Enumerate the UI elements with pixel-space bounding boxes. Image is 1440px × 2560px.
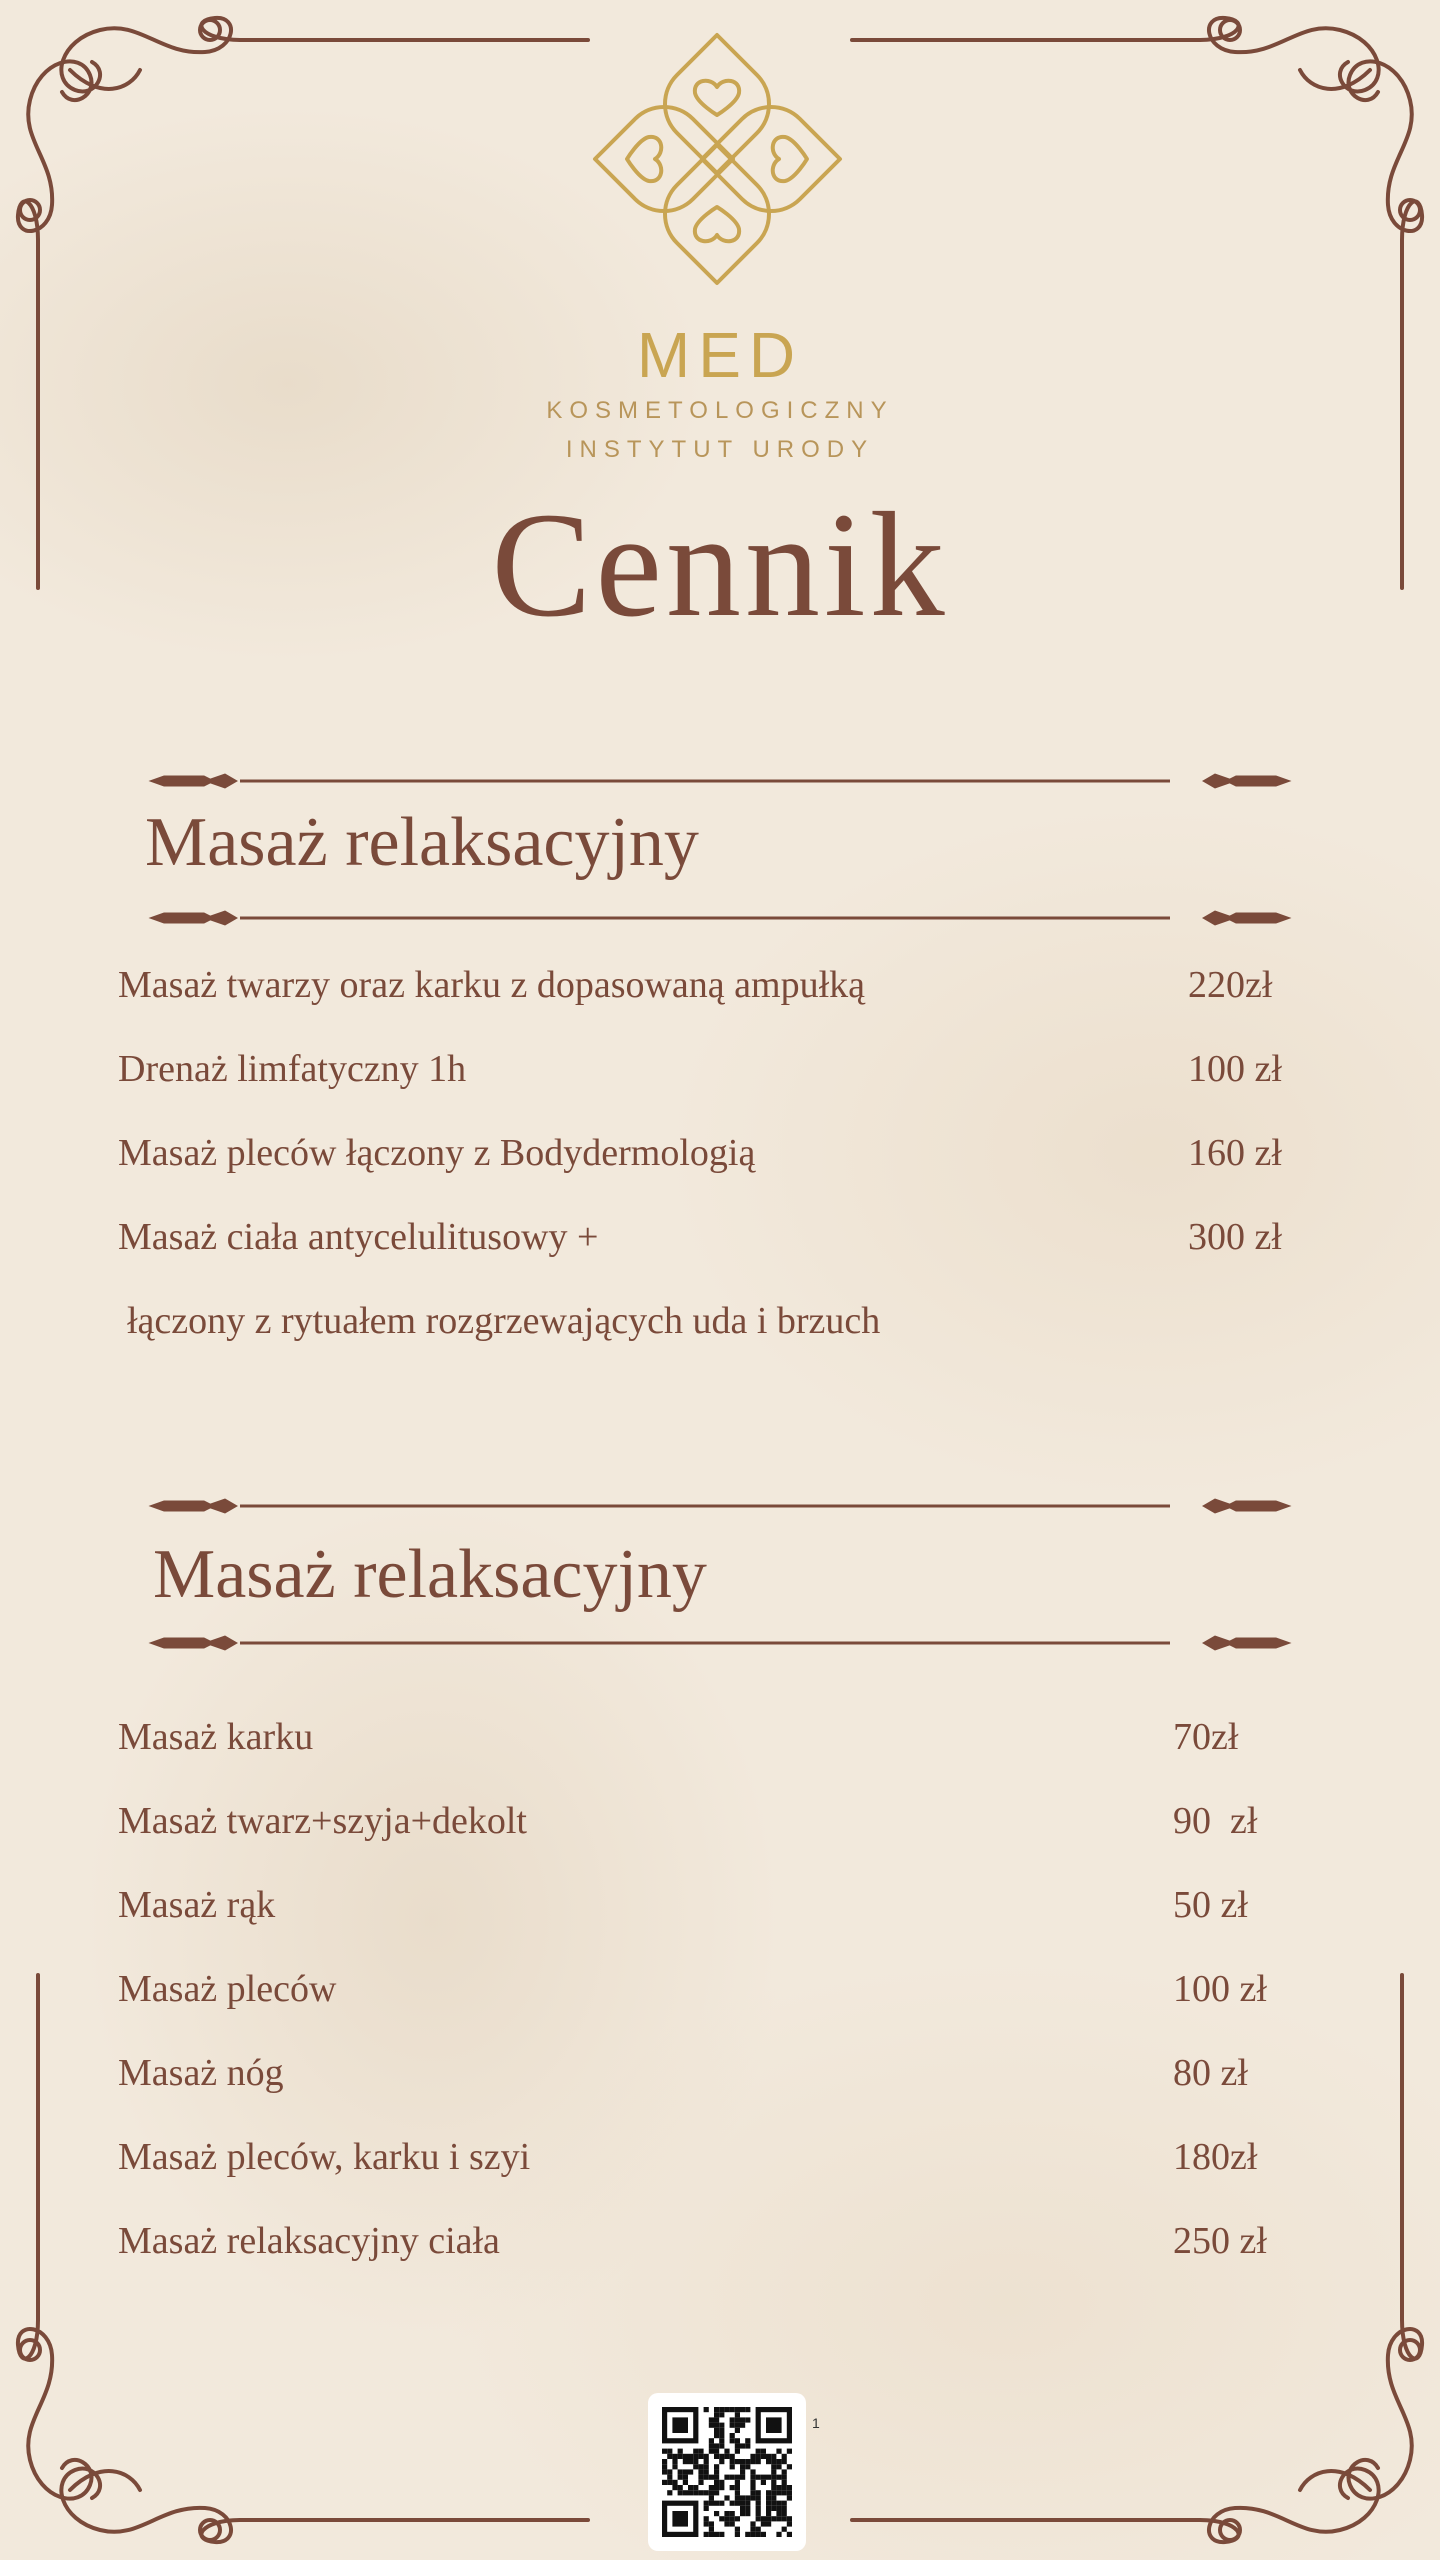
section-1-item-4-price: 300 zł bbox=[1188, 1216, 1282, 1258]
section-2-item-7-price: 250 zł bbox=[1173, 2220, 1267, 2262]
section-2-item-7-name: Masaż relaksacyjny ciała bbox=[118, 2220, 500, 2262]
section-2-item-2-price: 90 zł bbox=[1173, 1800, 1258, 1842]
section-1-item-2-name: Drenaż limfatyczny 1h bbox=[118, 1048, 467, 1090]
section-2-item-5-name: Masaż nóg bbox=[118, 2052, 284, 2094]
section-2-item-4-name: Masaż pleców bbox=[118, 1968, 337, 2010]
section-1-item-2-price: 100 zł bbox=[1188, 1048, 1282, 1090]
section-1-item-3-price: 160 zł bbox=[1188, 1132, 1282, 1174]
divider-1-top bbox=[150, 774, 1290, 788]
section-1-item-4-continuation: łączony z rytuałem rozgrzewających uda i brzuch bbox=[127, 1300, 881, 1342]
section-1-title: Masaż relaksacyjny bbox=[145, 804, 699, 881]
divider-1-bottom bbox=[150, 911, 1290, 925]
section-2-item-4-price: 100 zł bbox=[1173, 1968, 1267, 2010]
section-1-item-1-price: 220zł bbox=[1188, 964, 1273, 1006]
brand-name: MED bbox=[636, 319, 804, 391]
section-1-item-4-name: Masaż ciała antycelulitusowy + bbox=[118, 1216, 599, 1258]
brand-line-1: KOSMETOLOGICZNY bbox=[546, 397, 894, 424]
section-1-item-1-name: Masaż twarzy oraz karku z dopasowaną ampułką bbox=[118, 964, 866, 1006]
section-2-item-6-name: Masaż pleców, karku i szyi bbox=[118, 2136, 531, 2178]
section-2-item-3-price: 50 zł bbox=[1173, 1884, 1248, 1926]
section-1-item-3-name: Masaż pleców łączony z Bodydermologią bbox=[118, 1132, 756, 1174]
divider-2-top bbox=[150, 1499, 1290, 1513]
section-2-item-3-name: Masaż rąk bbox=[118, 1884, 276, 1926]
page-title: Cennik bbox=[491, 482, 949, 648]
brand-line-2: INSTYTUT URODY bbox=[565, 436, 875, 463]
section-2-title: Masaż relaksacyjny bbox=[153, 1536, 707, 1613]
section-2-item-1-price: 70zł bbox=[1173, 1716, 1239, 1758]
section-2-item-5-price: 80 zł bbox=[1173, 2052, 1248, 2094]
page-number: 1 bbox=[812, 2415, 820, 2431]
section-2-item-1-name: Masaż karku bbox=[118, 1716, 314, 1758]
divider-2-bottom bbox=[150, 1636, 1290, 1650]
qr-code-icon bbox=[648, 2393, 806, 2551]
section-2-item-2-name: Masaż twarz+szyja+dekolt bbox=[118, 1800, 527, 1842]
section-2-item-6-price: 180zł bbox=[1173, 2136, 1258, 2178]
qr-code[interactable] bbox=[648, 2393, 806, 2551]
